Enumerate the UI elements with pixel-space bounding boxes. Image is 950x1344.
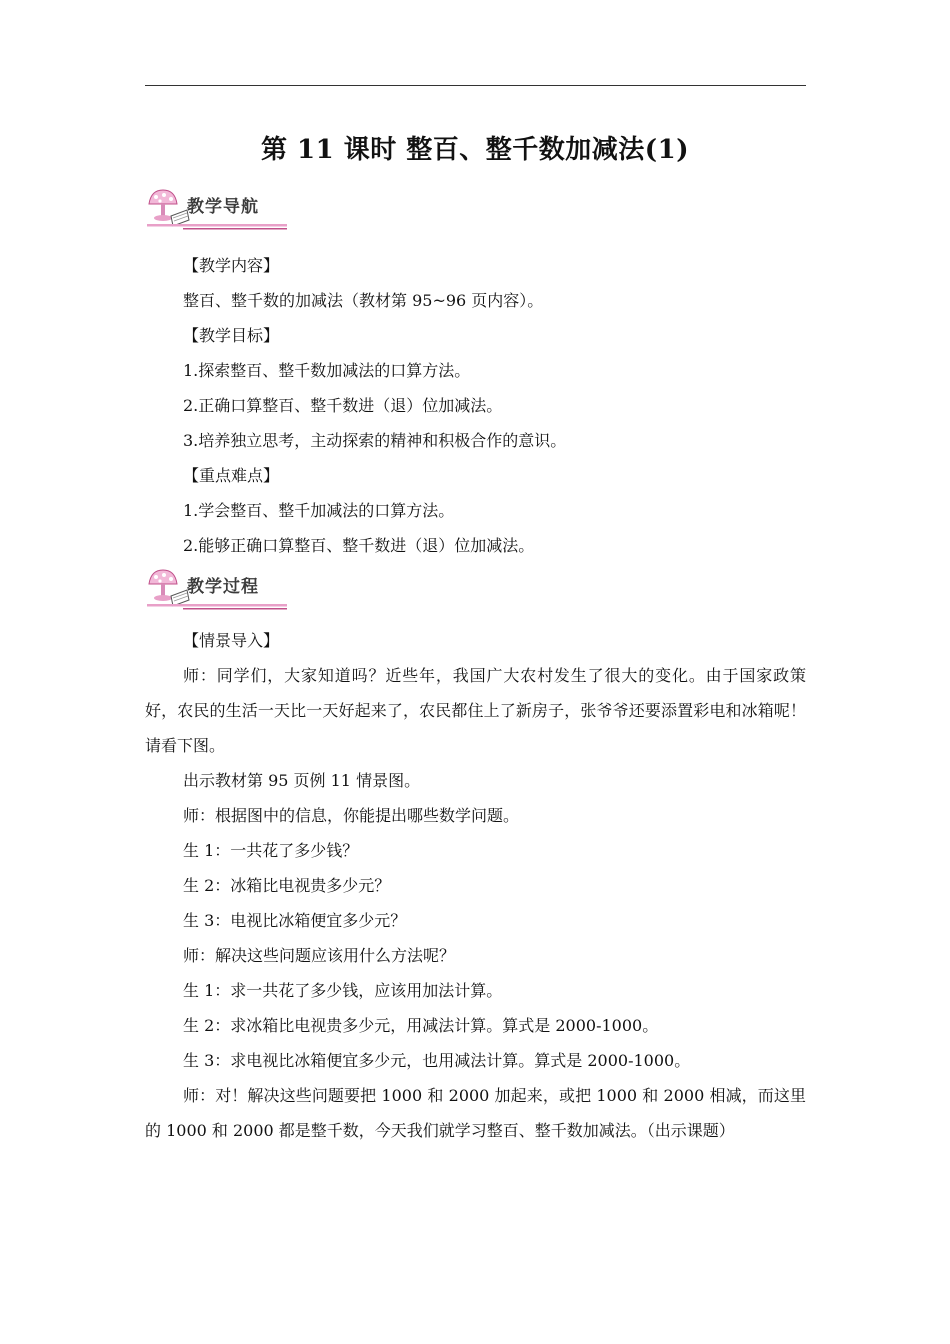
guide-keypoint-2: 2.能够正确口算整百、整千数进（退）位加减法。 [183,536,535,555]
process-student-2-question: 生 2：冰箱比电视贵多少元？ [183,876,391,895]
process-teacher-intro: 师：同学们，大家知道吗？近些年，我国广大农村发生了很大的变化。由于国家政策好，农民的生活一天比一天好起来了，农民都住上了新房子，张爷爷还要添置彩电和冰箱呢！请看下图。 [145,666,806,755]
process-student-3-answer: 生 3：求电视比冰箱便宜多少元，也用减法计算。算式是 2000-1000。 [183,1051,691,1070]
section-banner-process [143,566,293,612]
process-show-figure: 出示教材第 95 页例 11 情景图。 [183,771,421,790]
process-teacher-summary: 师：对！解决这些问题要把 1000 和 2000 加起来，或把 1000 和 2000 相减，而这里的 1000 和 2000 都是整千数，今天我们就学习整百、整千数加减法。（出示课题） [145,1086,806,1140]
section-title-guide: 教学导航 [187,197,259,217]
header-rule [145,85,806,86]
process-student-2-answer: 生 2：求冰箱比电视贵多少元，用减法计算。算式是 2000-1000。 [183,1016,659,1035]
guide-keypoints-heading: 【重点难点】 [183,466,280,485]
section-title-process: 教学过程 [187,577,259,597]
process-teacher-method: 师：解决这些问题应该用什么方法呢？ [183,946,456,965]
page-title: 第 11 课时 整百、整千数加减法(1) [260,135,690,165]
process-student-3-question: 生 3：电视比冰箱便宜多少元？ [183,911,407,930]
guide-goals-heading: 【教学目标】 [183,326,280,345]
guide-goal-1: 1.探索整百、整千数加减法的口算方法。 [183,361,471,380]
guide-content-heading: 【教学内容】 [183,256,280,275]
guide-goal-2: 2.正确口算整百、整千数进（退）位加减法。 [183,396,503,415]
process-student-1-answer: 生 1：求一共花了多少钱，应该用加法计算。 [183,981,503,1000]
section-banner-guide [143,186,293,232]
process-intro-heading: 【情景导入】 [183,631,280,650]
process-teacher-question: 师：根据图中的信息，你能提出哪些数学问题。 [183,806,520,825]
guide-goal-3: 3.培养独立思考，主动探索的精神和积极合作的意识。 [183,431,567,450]
guide-keypoint-1: 1.学会整百、整千加减法的口算方法。 [183,501,455,520]
process-student-1-question: 生 1：一共花了多少钱？ [183,841,359,860]
guide-content-text: 整百、整千数的加减法（教材第 95~96 页内容）。 [183,291,544,310]
